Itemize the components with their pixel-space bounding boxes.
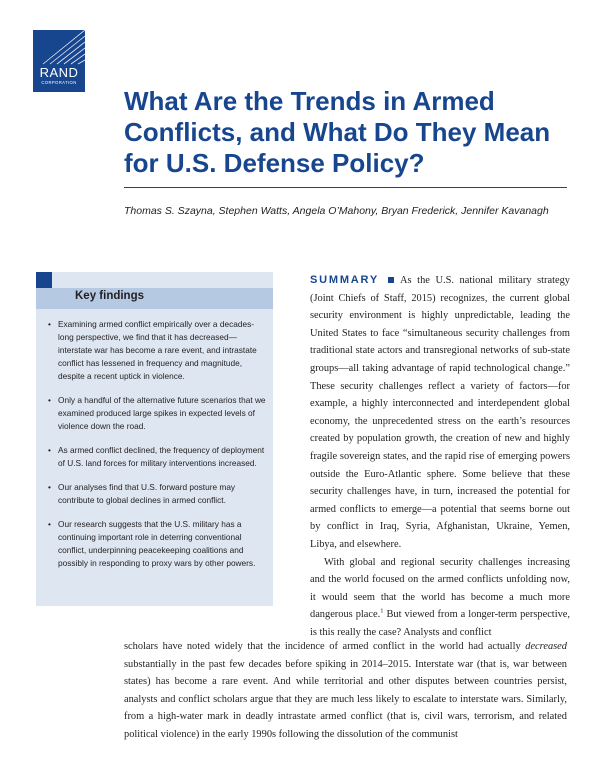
summary-paragraph-2: With global and regional security challenges increasing and the world focused on the armed conflicts unfolding now, it would seem that the world has become a much more dangerous place.: [310, 556, 570, 621]
continuation-text-1: scholars have noted widely that the incidence of armed conflict in the world had actually: [124, 641, 526, 652]
key-finding-text: As armed conflict declined, the frequency of deployment of U.S. land forces for military interventions increased.: [58, 445, 265, 468]
bullet: •: [48, 519, 51, 529]
document-title: What Are the Trends in Armed Conflicts, and What Do They Mean for U.S. Defense Policy?: [124, 86, 551, 178]
bullet: •: [48, 319, 51, 329]
key-finding-text: Only a handful of the alternative future scenarios that we examined produced large spikes in expected levels of violence down the road.: [58, 395, 266, 431]
key-finding-text: Examining armed conflict empirically over a decades-long perspective, we find that it has decreased—interstate war has become a rare event, and intrastate conflict has lessened in frequency and magnitude, despite a recent uptick in violence.: [58, 319, 257, 381]
summary-paragraph-1: As the U.S. national military strategy (Joint Chiefs of Staff, 2015) recognizes, the current global security environment is highly unpredictable, leading the United States to face “simultaneous security challenges from traditional state actors and transregional networks of sub-state groups—all taking advantage of rapid technological change.” These security challenges reflect a variety of factors—for example, a highly interconnected and interdependent global economy, the unprecedented stress on the earth’s resources created by population growth, the creation of new and highly fragile sovereign states, and the rapid rise of emerging powers outside the Euro-Atlantic sphere. Some believe that these security challenges have, in turn, increased the potential for armed conflicts to emerge—a potential that seems borne out by conflict in Iraq, Syria, Afghanistan, Ukraine, Yemen, Libya, and elsewhere.: [310, 275, 570, 550]
key-finding-item: [48, 318, 266, 383]
logo-subtitle: CORPORATION: [41, 80, 77, 85]
summary-paragraph-2-cont: But viewed from a longer-term perspective, is this really the case? Analysts and conflict: [310, 609, 570, 638]
key-finding-item: [48, 444, 266, 470]
key-findings-accent: [36, 272, 52, 288]
key-findings-header: [36, 288, 273, 309]
section-square-icon: [388, 277, 394, 283]
summary-paragraph: [310, 272, 570, 554]
key-findings-heading: Key findings: [75, 290, 145, 302]
summary-label: SUMMARY: [310, 274, 380, 286]
summary-column: [310, 272, 570, 641]
key-finding-item: [48, 394, 266, 433]
footnote-marker[interactable]: 1: [380, 607, 384, 615]
bullet: •: [48, 395, 51, 405]
logo-name: RAND: [39, 65, 79, 80]
key-finding-text: Our research suggests that the U.S. military has a continuing important role in deterring conventional conflict, underpinning peacekeeping coalitions and possibly in responding to proxy wars by other powers.: [58, 519, 256, 568]
key-findings-list: [48, 318, 266, 581]
summary-paragraph: [310, 554, 570, 642]
bullet: •: [48, 482, 51, 492]
key-finding-item: [48, 518, 266, 570]
key-finding-text: Our analyses find that U.S. forward posture may contribute to global declines in armed conflict.: [58, 482, 236, 505]
continuation-paragraph: [124, 638, 567, 744]
bullet: •: [48, 445, 51, 455]
key-finding-item: [48, 481, 266, 507]
emphasis-text: decreased: [525, 641, 567, 652]
author-list: Thomas S. Szayna, Stephen Watts, Angela O’Mahony, Bryan Frederick, Jennifer Kavanagh: [124, 205, 549, 217]
rand-logo: [33, 30, 85, 92]
title-divider: [124, 187, 567, 188]
continuation-text-2: substantially in the past few decades before spiking in 2014–2015. Interstate war (that is, war between states) has become a rare event. And while territorial and other disputes between countries persist, analysts and conflict scholars argue that they are much less likely to escalate to interstate wars. Similarly, from a high-water mark in deadly intrastate armed conflict (that is, civil wars, terrorism, and related political violence) in the early 1990s following the dissolution of the communist: [124, 658, 567, 740]
